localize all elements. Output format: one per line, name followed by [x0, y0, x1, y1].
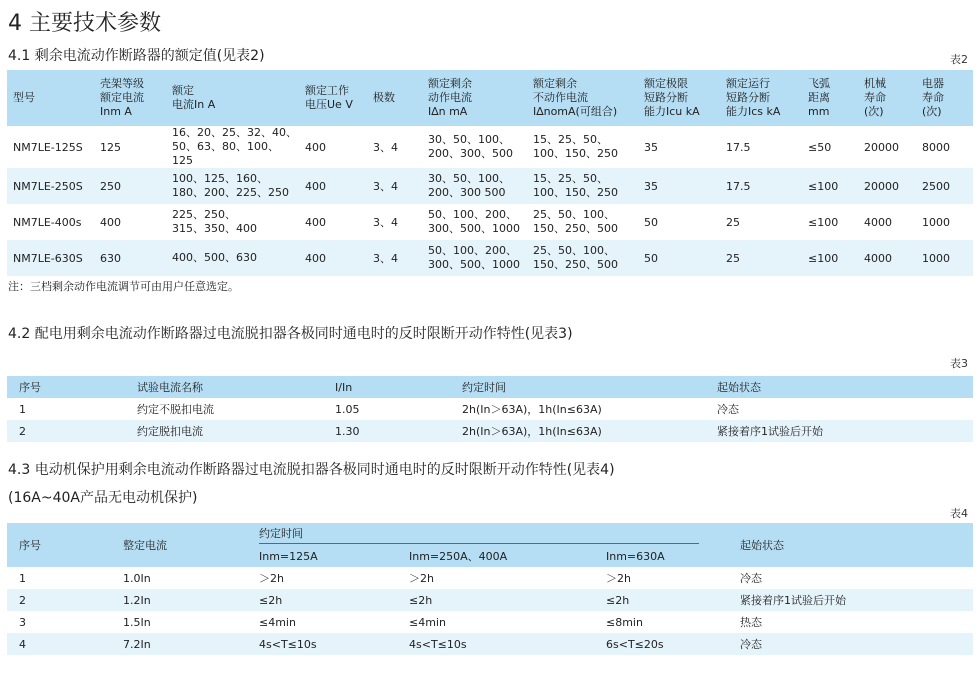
cell-in: 100、125、160、 180、200、225、250	[172, 172, 289, 199]
table-row	[7, 126, 973, 168]
header-mechanical-life: 机械 寿命 (次)	[864, 77, 886, 118]
cell-ics: 17.5	[726, 179, 751, 193]
cell-idn: 50、100、200、 300、500、1000	[428, 208, 520, 235]
cell-test-current: 约定脱扣电流	[137, 425, 203, 438]
cell-icu: 50	[644, 215, 658, 229]
cell-poles: 3、4	[373, 252, 398, 265]
section-4-1-heading: 4.1 剩余电流动作断路器的额定值(见表2)	[8, 48, 265, 64]
table-3-tag: 表3	[950, 357, 968, 370]
cell-mech: 20000	[864, 140, 899, 154]
cell-inm-250-400: ＞2h	[409, 572, 434, 585]
table-header-row	[7, 523, 973, 545]
cell-no: 1	[19, 402, 26, 416]
cell-initial-state: 冷态	[717, 403, 739, 416]
cell-ue: 400	[305, 179, 326, 193]
header-rated-voltage: 额定工作 电压Ue V	[305, 84, 353, 111]
cell-model: NM7LE-125S	[13, 140, 83, 154]
cell-idno: 25、50、100、 150、250、500	[533, 244, 618, 271]
table-row	[7, 633, 973, 655]
cell-idn: 50、100、200、 300、500、1000	[428, 244, 520, 271]
table-row	[7, 589, 973, 611]
table-row	[7, 611, 973, 633]
cell-poles: 3、4	[373, 180, 398, 193]
header-time: 约定时间	[462, 381, 506, 394]
cell-no: 2	[19, 424, 26, 438]
cell-no: 1	[19, 571, 26, 585]
cell-initial-state: 冷态	[740, 638, 763, 651]
cell-no: 2	[19, 593, 26, 607]
cell-inm-125: ＞2h	[259, 572, 284, 585]
cell-time: 2h(In＞63A)，1h(In≤63A)	[462, 425, 602, 438]
cell-inm-630: 6s<T≤20s	[606, 637, 664, 651]
cell-inm-250-400: 4s<T≤10s	[409, 637, 467, 651]
cell-model: NM7LE-250S	[13, 179, 83, 193]
table-row	[7, 204, 973, 240]
table-2-note: 注：三档剩余动作电流调节可由用户任意选定。	[8, 280, 239, 293]
cell-mech: 4000	[864, 251, 892, 265]
cell-in: 400、500、630	[172, 251, 257, 264]
header-no: 序号	[19, 381, 41, 394]
cell-ue: 400	[305, 251, 326, 265]
cell-inm-125: 4s<T≤10s	[259, 637, 317, 651]
cell-inm: 125	[100, 140, 121, 154]
cell-mech: 4000	[864, 215, 892, 229]
cell-idno: 25、50、100、 150、250、500	[533, 208, 618, 235]
header-ratio: I/In	[335, 380, 353, 394]
section-4-3-heading: 4.3 电动机保护用剩余电流动作断路器过电流脱扣器各极同时通电时的反时限断开动作特性(见表4)	[8, 462, 615, 478]
cell-ics: 25	[726, 215, 740, 229]
header-inm-125: Inm=125A	[259, 549, 318, 563]
cell-arc: ≤50	[808, 140, 832, 154]
header-inm-630: Inm=630A	[606, 549, 665, 563]
section-4-3-subheading: (16A~40A产品无电动机保护)	[8, 490, 198, 506]
header-residual-operating: 额定剩余 动作电流 I∆n mA	[428, 77, 472, 118]
cell-initial-state: 冷态	[740, 572, 763, 585]
cell-mech: 20000	[864, 179, 899, 193]
cell-arc: ≤100	[808, 179, 839, 193]
header-rated-current: 额定 电流In A	[172, 84, 216, 111]
table-header-row	[7, 70, 973, 126]
cell-ics: 25	[726, 251, 740, 265]
cell-setting: 1.2In	[123, 593, 151, 607]
cell-ratio: 1.30	[335, 424, 360, 438]
header-frame-current: 壳架等级 额定电流 Inm A	[100, 77, 144, 118]
table-4-tag: 表4	[950, 507, 968, 520]
cell-elec: 8000	[922, 140, 950, 154]
cell-idn: 30、50、100、 200、300、500	[428, 133, 513, 160]
cell-inm: 250	[100, 179, 121, 193]
cell-inm-630: ＞2h	[606, 572, 631, 585]
cell-inm-250-400: ≤4min	[409, 615, 446, 629]
header-electrical-life: 电器 寿命 (次)	[922, 77, 944, 118]
cell-inm-250-400: ≤2h	[409, 593, 433, 607]
cell-poles: 3、4	[373, 216, 398, 229]
cell-elec: 1000	[922, 215, 950, 229]
table-2-tag: 表2	[950, 53, 968, 66]
table-row	[7, 240, 973, 276]
cell-arc: ≤100	[808, 251, 839, 265]
header-setting-current: 整定电流	[123, 539, 167, 552]
ratings-table	[7, 70, 973, 276]
table-row	[7, 168, 973, 204]
cell-elec: 1000	[922, 251, 950, 265]
header-inm-250-400: Inm=250A、400A	[409, 550, 508, 563]
motor-protection-table	[7, 523, 973, 655]
header-residual-non-operating: 额定剩余 不动作电流 I∆nomA(可组合)	[533, 77, 618, 118]
cell-idn: 30、50、100、 200、300 500	[428, 172, 510, 199]
cell-in: 225、250、 315、350、400	[172, 208, 257, 235]
header-test-current: 试验电流名称	[137, 381, 203, 394]
cell-ue: 400	[305, 215, 326, 229]
cell-initial-state: 紧接着序1试验后开始	[740, 594, 847, 607]
header-arc-distance: 飞弧 距离 mm	[808, 77, 830, 118]
header-no: 序号	[19, 539, 41, 552]
cell-inm-125: ≤4min	[259, 615, 296, 629]
cell-ics: 17.5	[726, 140, 751, 154]
header-icu: 额定极限 短路分断 能力Icu kA	[644, 77, 700, 118]
cell-initial-state: 紧接着序1试验后开始	[717, 425, 823, 438]
cell-ratio: 1.05	[335, 402, 360, 416]
cell-model: NM7LE-630S	[13, 251, 83, 265]
cell-in: 16、20、25、32、40、 50、63、80、100、125	[172, 126, 297, 167]
cell-icu: 35	[644, 179, 658, 193]
cell-idno: 15、25、50、 100、150、250	[533, 133, 618, 160]
header-ics: 额定运行 短路分断 能力Ics kA	[726, 77, 781, 118]
cell-inm: 630	[100, 251, 121, 265]
header-time-group	[247, 523, 728, 545]
table-row	[7, 567, 973, 589]
cell-idno: 15、25、50、 100、150、250	[533, 172, 618, 199]
cell-icu: 50	[644, 251, 658, 265]
header-initial-state: 起始状态	[717, 381, 761, 394]
page-title: 4 主要技术参数	[8, 11, 161, 36]
cell-time: 2h(In＞63A)，1h(In≤63A)	[462, 403, 602, 416]
header-initial-state: 起始状态	[740, 539, 785, 552]
table-row	[7, 420, 973, 442]
table-header-row	[7, 376, 973, 398]
header-model: 型号	[13, 91, 35, 104]
cell-arc: ≤100	[808, 215, 839, 229]
table-row	[7, 398, 973, 420]
header-poles: 极数	[373, 91, 395, 104]
overcurrent-table	[7, 376, 973, 442]
cell-setting: 1.0In	[123, 571, 151, 585]
cell-elec: 2500	[922, 179, 950, 193]
cell-inm-630: ≤8min	[606, 615, 643, 629]
cell-model: NM7LE-400s	[13, 215, 82, 229]
cell-no: 4	[19, 637, 26, 651]
cell-poles: 3、4	[373, 141, 398, 154]
cell-inm-630: ≤2h	[606, 593, 630, 607]
header-time-group-label: 约定时间	[259, 525, 699, 544]
cell-setting: 7.2In	[123, 637, 151, 651]
cell-no: 3	[19, 615, 26, 629]
cell-ue: 400	[305, 140, 326, 154]
cell-setting: 1.5In	[123, 615, 151, 629]
cell-initial-state: 热态	[740, 616, 763, 629]
cell-test-current: 约定不脱扣电流	[137, 403, 214, 416]
cell-inm: 400	[100, 215, 121, 229]
cell-inm-125: ≤2h	[259, 593, 283, 607]
cell-icu: 35	[644, 140, 658, 154]
section-4-2-heading: 4.2 配电用剩余电流动作断路器过电流脱扣器各极同时通电时的反时限断开动作特性(见表3)	[8, 326, 573, 342]
